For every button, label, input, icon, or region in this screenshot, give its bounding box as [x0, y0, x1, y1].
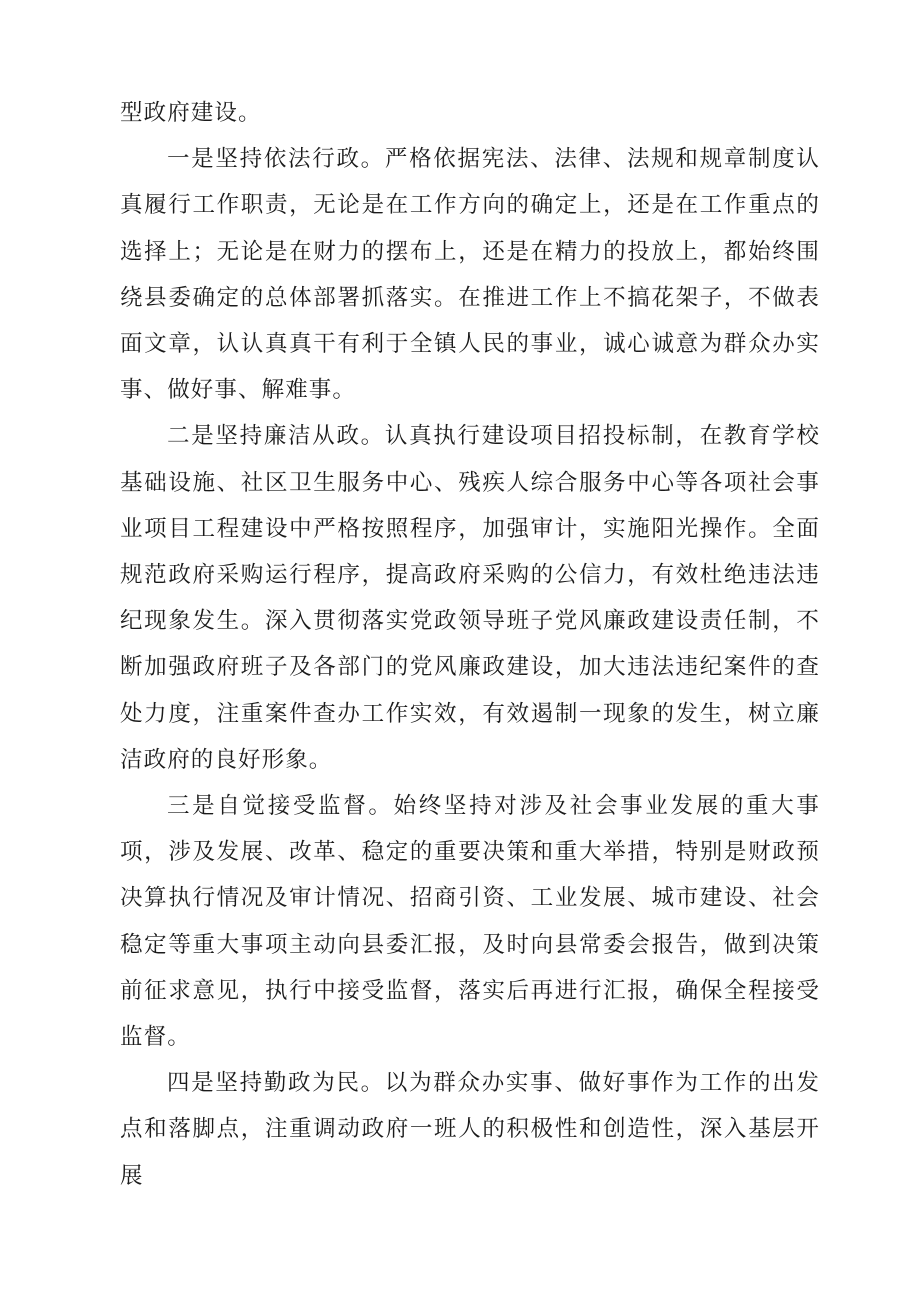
paragraph-law-administration: 一是坚持依法行政。严格依据宪法、法律、法规和规章制度认真履行工作职责，无论是在工作方向的确定上，还是在工作重点的选择上；无论是在财力的摆布上，还是在精力的投放上，都始终围绕县委确定的总体部署抓落实。在推进工作上不搞花架子，不做表面文章，认认真真干有利于全镇人民的事业，诚心诚意为群众办实事、做好事、解难事。: [120, 146, 820, 404]
document-body: [120, 90, 820, 1199]
paragraph-accept-supervision: 三是自觉接受监督。始终坚持对涉及社会事业发展的重大事项，涉及发展、改革、稳定的重要决策和重大举措，特别是财政预决算执行情况及审计情况、招商引资、工业发展、城市建设、社会稳定等重大事项主动向县委汇报，及时向县常委会报告，做到决策前征求意见，执行中接受监督，落实后再进行汇报，确保全程接受监督。: [120, 793, 820, 1051]
paragraph-diligent-governance: 四是坚持勤政为民。以为群众办实事、做好事作为工作的出发点和落脚点，注重调动政府一班人的积极性和创造性，深入基层开展: [120, 1070, 820, 1189]
paragraph-clean-governance: 二是坚持廉洁从政。认真执行建设项目招投标制，在教育学校基础设施、社区卫生服务中心、残疾人综合服务中心等各项社会事业项目工程建设中严格按照程序，加强审计，实施阳光操作。全面规范政府采购运行程序，提高政府采购的公信力，有效杜绝违法违纪现象发生。深入贯彻落实党政领导班子党风廉政建设责任制，不断加强政府班子及各部门的党风廉政建设，加大违法违纪案件的查处力度，注重案件查办工作实效，有效遏制一现象的发生，树立廉洁政府的良好形象。: [120, 423, 820, 773]
paragraph-continuation: 型政府建设。: [120, 100, 262, 126]
